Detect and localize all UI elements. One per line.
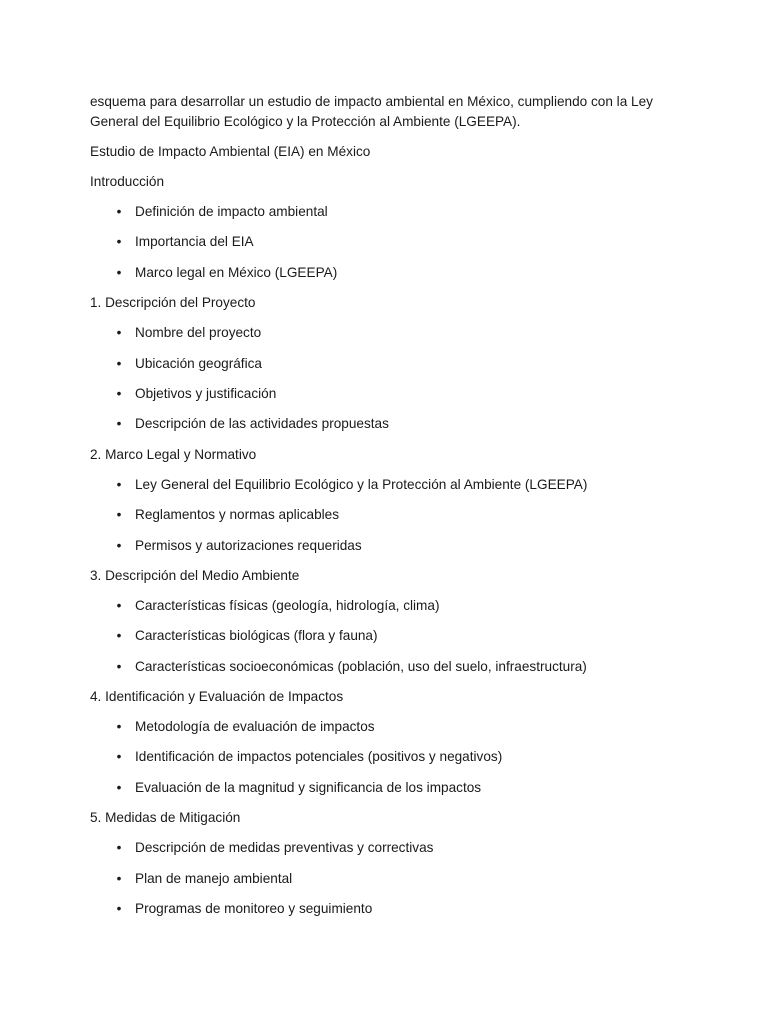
document-title: Estudio de Impacto Ambiental (EIA) en México: [90, 144, 371, 159]
list-item: [90, 838, 690, 858]
list-item: [90, 747, 690, 767]
bullet-icon: •: [116, 719, 122, 735]
list-item-text: Importancia del EIA: [135, 234, 254, 250]
list-item: [90, 323, 690, 343]
list-item: [90, 475, 690, 495]
bullet-icon: •: [116, 749, 122, 765]
list-item-text: Descripción de las actividades propuestas: [135, 416, 389, 432]
list-item: [90, 414, 690, 434]
list-item-text: Ubicación geográfica: [135, 355, 262, 371]
list-item-text: Marco legal en México (LGEEPA): [135, 264, 338, 280]
bullet-icon: •: [116, 870, 122, 886]
bullet-icon: •: [116, 507, 122, 523]
bullet-icon: •: [116, 385, 122, 401]
section-medio-ambiente: [90, 566, 690, 677]
list-item-text: Metodología de evaluación de impactos: [135, 719, 375, 735]
section-introduccion: [90, 172, 690, 283]
bullet-list: [90, 838, 690, 919]
list-item-text: Descripción de medidas preventivas y correctivas: [135, 840, 434, 856]
list-item: [90, 717, 690, 737]
bullet-list: [90, 202, 690, 283]
list-item: [90, 899, 690, 919]
list-item-text: Características biológicas (flora y fauna): [135, 628, 378, 644]
section-heading: 2. Marco Legal y Normativo: [90, 446, 257, 462]
bullet-icon: •: [116, 537, 122, 553]
bullet-icon: •: [116, 264, 122, 280]
section-heading: 1. Descripción del Proyecto: [90, 295, 256, 311]
bullet-icon: •: [116, 204, 122, 219]
list-item-text: Evaluación de la magnitud y significancia de los impactos: [135, 779, 482, 795]
section-mitigacion: [90, 808, 690, 919]
bullet-icon: •: [116, 325, 122, 341]
section-heading: 3. Descripción del Medio Ambiente: [90, 567, 300, 583]
list-item: [90, 626, 690, 646]
list-item: [90, 384, 690, 404]
section-descripcion-proyecto: [90, 293, 690, 434]
bullet-icon: •: [116, 476, 122, 492]
section-heading: Introducción: [90, 174, 165, 189]
bullet-icon: •: [116, 234, 122, 250]
list-item-text: Reglamentos y normas aplicables: [135, 507, 340, 523]
list-item: [90, 536, 690, 556]
bullet-icon: •: [116, 840, 122, 856]
bullet-list: [90, 475, 690, 556]
list-item-text: Programas de monitoreo y seguimiento: [135, 901, 373, 917]
list-item-text: Ley General del Equilibrio Ecológico y la Protección al Ambiente (LGEEPA): [135, 476, 588, 492]
list-item: [90, 657, 690, 677]
list-item-text: Objetivos y justificación: [135, 385, 277, 401]
list-item-text: Permisos y autorizaciones requeridas: [135, 537, 362, 553]
list-item: [90, 354, 690, 374]
list-item: [90, 869, 690, 889]
list-item-text: Características socioeconómicas (población, uso del suelo, infraestructura): [135, 658, 587, 674]
list-item-text: Plan de manejo ambiental: [135, 870, 293, 886]
list-item: [90, 778, 690, 798]
section-impactos: [90, 687, 690, 798]
bullet-icon: •: [116, 416, 122, 432]
section-heading: 4. Identificación y Evaluación de Impactos: [90, 689, 344, 705]
bullet-icon: •: [116, 901, 122, 917]
list-item-text: Nombre del proyecto: [135, 325, 262, 341]
bullet-list: [90, 323, 690, 434]
list-item: [90, 202, 690, 222]
intro-paragraph: esquema para desarrollar un estudio de impacto ambiental en México, cumpliendo con la Ley General del Equilibrio Ecológico y la Protección al Ambiente (LGEEPA).: [90, 94, 653, 129]
section-marco-legal: [90, 445, 690, 556]
bullet-icon: •: [116, 658, 122, 674]
list-item: [90, 505, 690, 525]
list-item: [90, 263, 690, 283]
list-item: [90, 596, 690, 616]
document-body: [90, 92, 690, 929]
bullet-list: [90, 717, 690, 798]
bullet-icon: •: [116, 779, 122, 795]
bullet-list: [90, 596, 690, 677]
list-item-text: Identificación de impactos potenciales (positivos y negativos): [135, 749, 503, 765]
list-item-text: Definición de impacto ambiental: [135, 204, 328, 219]
list-item: [90, 232, 690, 252]
section-heading: 5. Medidas de Mitigación: [90, 810, 241, 826]
bullet-icon: •: [116, 355, 122, 371]
bullet-icon: •: [116, 597, 122, 613]
bullet-icon: •: [116, 628, 122, 644]
list-item-text: Características físicas (geología, hidrología, clima): [135, 597, 440, 613]
